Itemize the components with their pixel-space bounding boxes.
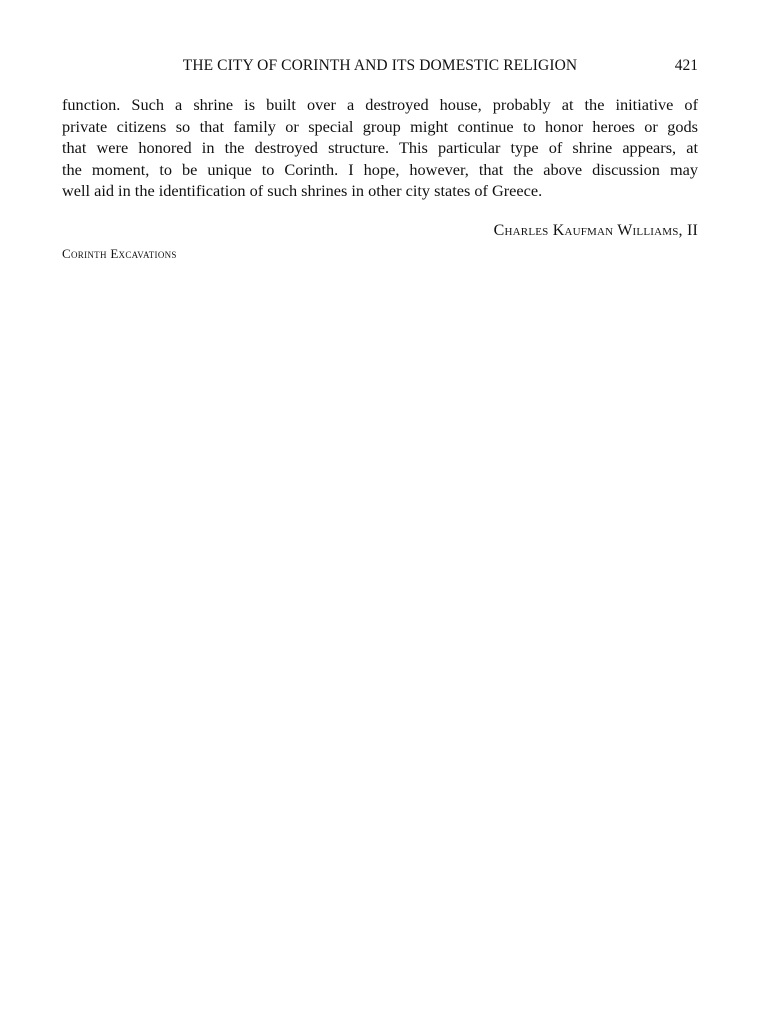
body-line: well aid in the identification of such shrines in other city states of Greece. [62, 181, 543, 201]
body-line: that were honored in the destroyed structure. This particular type of shrine appears, at [62, 138, 698, 158]
author-signature: Charles Kaufman Williams, II [493, 222, 698, 239]
body-line: the moment, to be unique to Corinth. I hope, however, that the above discussion may [62, 159, 698, 179]
body-paragraph [62, 94, 698, 202]
running-head [62, 55, 698, 77]
body-line: private citizens so that family or special group might continue to honor heroes or gods [62, 116, 698, 136]
author-affiliation: Corinth Excavations [62, 246, 177, 261]
body-line: function. Such a shrine is built over a destroyed house, probably at the initiative of [62, 95, 698, 114]
document-page [62, 0, 698, 1024]
running-title: THE CITY OF CORINTH AND ITS DOMESTIC RELIGION [182, 57, 578, 74]
page-number: 421 [674, 57, 698, 74]
